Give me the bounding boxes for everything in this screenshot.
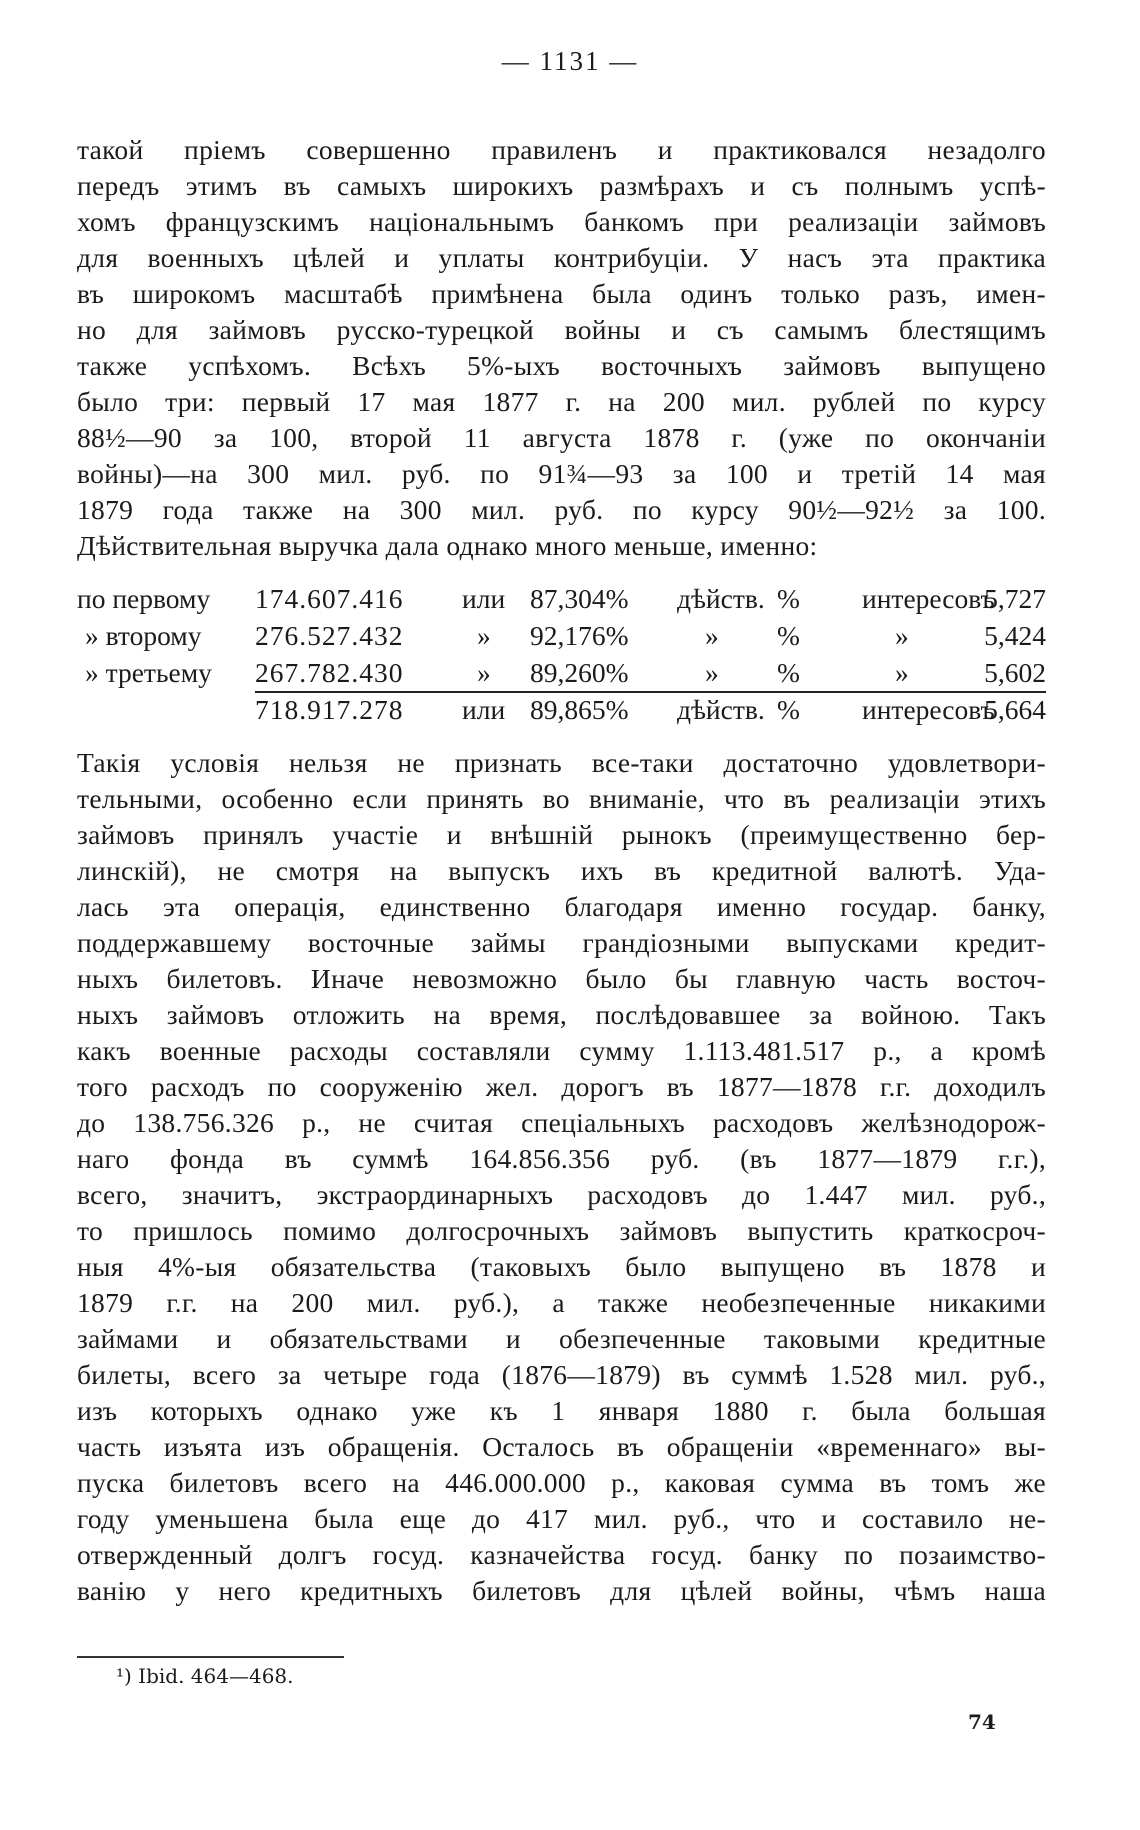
- text-line: займовъ принялъ участіе и внѣшній рынокъ (преимущественно бер-: [77, 819, 1046, 850]
- row-sep: или: [462, 583, 506, 614]
- text-line: всего, значитъ, экстраординарныхъ расходовъ до 1.447 мил. руб.,: [77, 1179, 1046, 1210]
- text-line: изъ которыхъ однако уже къ 1 января 1880 г. была большая: [77, 1395, 1046, 1426]
- text-line: пуска билетовъ всего на 446.000.000 р., каковая сумма въ томъ же: [77, 1467, 1046, 1498]
- text-line: въ широкомъ масштабѣ примѣнена была одинъ только разъ, имен-: [77, 278, 1046, 309]
- row-percent: 92,176%: [530, 620, 629, 651]
- row-col5: »: [705, 657, 719, 688]
- total-sum: 718.917.278: [255, 694, 404, 725]
- table-total-row: [77, 691, 1046, 728]
- text-line: того расходъ по сооруженію жел. дорогъ въ 1877—1878 г.г. доходилъ: [77, 1071, 1046, 1102]
- text-line: было три: первый 17 мая 1877 г. на 200 мил. рублей по курсу: [77, 386, 1046, 417]
- text-line: войны)—на 300 мил. руб. по 91¾—93 за 100 и третій 14 мая: [77, 458, 1046, 489]
- text-line: часть изъята изъ обращенія. Осталось въ обращеніи «временнаго» вы-: [77, 1431, 1046, 1462]
- text-line: Дѣйствительная выручка дала однако много меньше, именно:: [77, 530, 818, 561]
- text-line: до 138.756.326 р., не считая спеціальныхъ расходовъ желѣзнодорож-: [77, 1107, 1046, 1138]
- text-line: передъ этимъ въ самыхъ широкихъ размѣрахъ и съ полнымъ успѣ-: [77, 170, 1046, 201]
- row-col5: »: [705, 620, 719, 651]
- row-rate: 5,602: [984, 657, 1046, 688]
- row-sum: 276.527.432: [255, 620, 404, 651]
- text-line: 88½—90 за 100, второй 11 августа 1878 г. (уже по окончаніи: [77, 422, 1046, 453]
- page-number-header: — 1131 —: [501, 46, 639, 76]
- text-line: для военныхъ цѣлей и уплаты контрибуціи. У насъ эта практика: [77, 242, 1046, 273]
- total-percent: 89,865%: [530, 694, 629, 725]
- text-line: также успѣхомъ. Всѣхъ 5%-ыхъ восточныхъ займовъ выпущено: [77, 350, 1046, 381]
- total-rate: 5,664: [984, 694, 1046, 725]
- text-line: ванію у него кредитныхъ билетовъ для цѣлей войны, чѣмъ наша: [77, 1575, 1046, 1606]
- text-line: 1879 г.г. на 200 мил. руб.), а также необезпеченные никакими: [77, 1287, 1046, 1318]
- row-sum: 174.607.416: [255, 583, 404, 614]
- loan-proceeds-table: [77, 580, 1046, 728]
- text-line: такой пріемъ совершенно правиленъ и практиковался незадолго: [77, 134, 1046, 165]
- row-sep: »: [477, 620, 491, 651]
- text-line: наго фонда въ суммѣ 164.856.356 руб. (въ 1877—1879 г.г.),: [77, 1143, 1046, 1174]
- total-sep: или: [462, 694, 506, 725]
- row-col6: %: [777, 657, 800, 688]
- row-label: » второму: [85, 620, 202, 651]
- row-col6: %: [777, 583, 800, 614]
- table-row: [77, 654, 1046, 691]
- text-line: ныхъ займовъ отложить на время, послѣдовавшее за войною. Такъ: [77, 999, 1046, 1030]
- row-col5: дѣйств.: [677, 583, 765, 614]
- row-rate: 5,727: [984, 583, 1046, 614]
- row-percent: 87,304%: [530, 583, 629, 614]
- table-row: [77, 580, 1046, 617]
- text-line: какъ военные расходы составляли сумму 1.113.481.517 р., а кромѣ: [77, 1035, 1046, 1066]
- row-col7: интересовъ: [862, 583, 995, 614]
- total-col6: %: [777, 694, 800, 725]
- text-line: ныхъ билетовъ. Иначе невозможно было бы главную часть восточ-: [77, 963, 1046, 994]
- row-col6: %: [777, 620, 800, 651]
- table-row: [77, 617, 1046, 654]
- row-sep: »: [477, 657, 491, 688]
- text-line: Такія условія нельзя не признать все-таки достаточно удовлетвори-: [77, 747, 1046, 778]
- text-line: билеты, всего за четыре года (1876—1879) въ суммѣ 1.528 мил. руб.,: [77, 1359, 1046, 1390]
- text-line: отвержденный долгъ госуд. казначейства госуд. банку по позаимство-: [77, 1539, 1046, 1570]
- text-line: линскій), не смотря на выпускъ ихъ въ кредитной валютѣ. Уда-: [77, 855, 1046, 886]
- row-col7: »: [895, 620, 909, 651]
- row-sum: 267.782.430: [255, 657, 404, 688]
- text-line: лась эта операція, единственно благодаря именно государ. банку,: [77, 891, 1046, 922]
- footnote: ¹) Ibid. 464—468.: [116, 1664, 294, 1688]
- total-col7: интересовъ: [862, 694, 995, 725]
- row-rate: 5,424: [984, 620, 1046, 651]
- text-line: но для займовъ русско-турецкой войны и съ самымъ блестящимъ: [77, 314, 1046, 345]
- row-label: » третьему: [85, 657, 212, 688]
- total-col5: дѣйств.: [677, 694, 765, 725]
- row-label: по первому: [77, 583, 211, 614]
- row-col7: »: [895, 657, 909, 688]
- text-line: поддержавшему восточные займы грандіозными выпусками кредит-: [77, 927, 1046, 958]
- text-line: тельными, особенно если принять во вниманіе, что въ реализаціи этихъ: [77, 783, 1046, 814]
- footnote-rule: [77, 1656, 344, 1658]
- text-line: хомъ французскимъ національнымъ банкомъ при реализаціи займовъ: [77, 206, 1046, 237]
- text-line: году уменьшена была еще до 417 мил. руб., что и составило не-: [77, 1503, 1046, 1534]
- text-line: то пришлось помимо долгосрочныхъ займовъ выпустить краткосроч-: [77, 1215, 1046, 1246]
- signature-mark: 74: [968, 1710, 996, 1734]
- row-percent: 89,260%: [530, 657, 629, 688]
- text-line: ныя 4%-ыя обязательства (таковыхъ было выпущено въ 1878 и: [77, 1251, 1046, 1282]
- text-line: займами и обязательствами и обезпеченные таковыми кредитные: [77, 1323, 1046, 1354]
- text-line: 1879 года также на 300 мил. руб. по курсу 90½—92½ за 100.: [77, 494, 1046, 525]
